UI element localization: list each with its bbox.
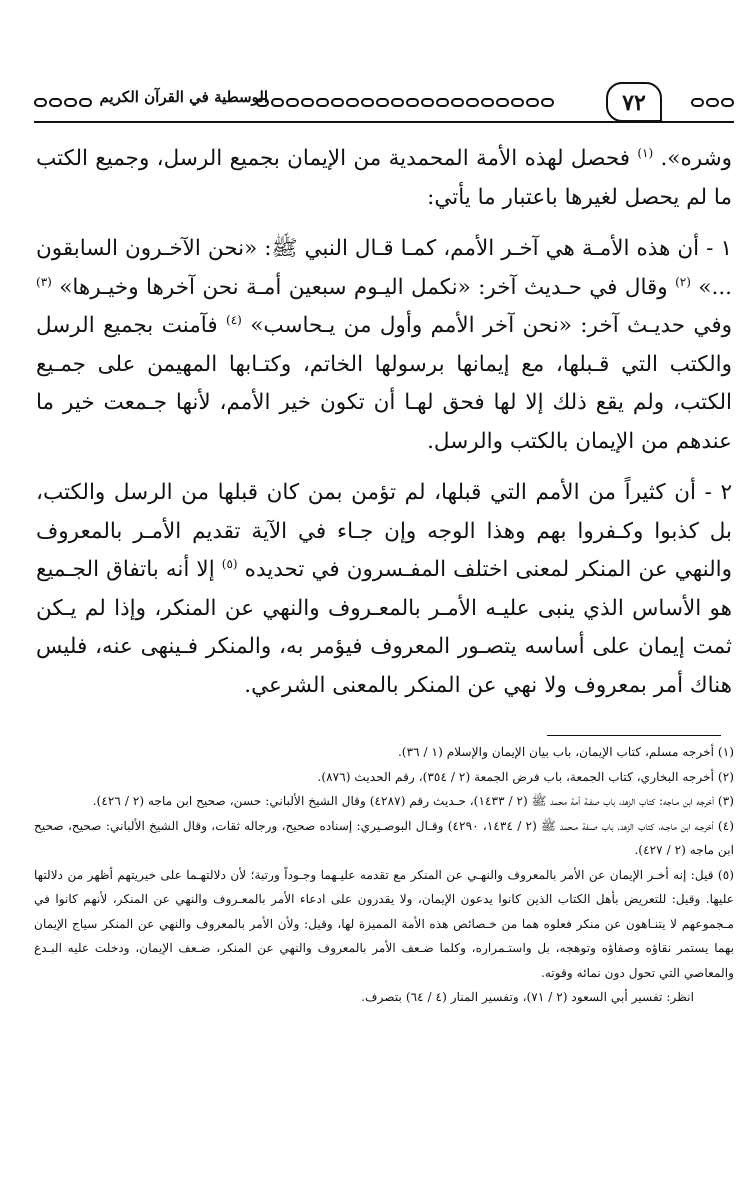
footnote-marker[interactable]: (٤)	[226, 312, 242, 327]
footnotes	[34, 740, 734, 1010]
footnote-marker[interactable]: (١)	[637, 145, 654, 160]
paragraph-2	[36, 230, 732, 461]
footnote-1: (١) أخرجه مسلم، كتاب الإيمان، باب بيان الإيمان والإسلام (١ / ٣٦).	[397, 745, 734, 759]
footnote-4: (٤) أخرجـه ابن ماجـه، كتاب الزهد، باب صـفة مـحمد ﷺ (٢ / ١٤٣٤، ٤٢٩٠) وقـال البوصـيري: إسناده صحيح، ورجاله ثقات، وقال الشيخ الألباني: صحيح، صحيح ابن ماجه (٢ / ٤٢٧).	[34, 818, 734, 857]
page-header	[34, 82, 734, 126]
footnote-3: (٣) أخرجه ابن مـاجه: كتاب الزهد، باب صفـة أمة محمد ﷺ (٢ / ١٤٣٣)، حـديث رقم (٤٢٨٧) وقال الشيخ الألباني: حسن، صحيح ابن ماجه (٢ / ٤٢٦).	[92, 794, 734, 808]
footnote-marker[interactable]: (٣)	[36, 274, 52, 289]
footnote-5: (٥) قيل: إنه أخـر الإيمان عن الأمر بالمعروف والنهـي عن المنكر مع تقدمه عليـهما وجـوداً ورتبة؛ لأن دلالتهـما على خيريتهم أظهر من دلالتها عليها. وقيل: للتعريض بأهل الكتاب الذين كانوا يدعون الإيمان، ولا يقدرون على ادعاء الأمر بالمعـروف والنهي عن المنكر، لأنهم كانوا في مـجموعهم لا يتنـاهون عن منكر فعلوه هما من خـصائص هذه الأمة المميزة لها، وقيل: ولأن الأمر بالمعروف والنهي عن المنكر سياج الإيمان بهما يستمر نقاؤه وصفاؤه وتوهجه، بل واستـمراره، وكلما ضـعف الأمر بالمعروف والنهي عن المنكر، ضـعف الإيمان، ودخلت عليه البـدع والمعاصي التي تحول دون نمائه وقوته.	[34, 867, 734, 980]
text-span: وقال في حـديث آخر: «نكمل اليـوم سبعين أمـة نحن آخرها وخيـرها»	[51, 274, 676, 300]
footnote-marker[interactable]: (٢)	[675, 274, 691, 289]
text-span: وشره».	[653, 146, 732, 171]
text-span: فآمنت بجميع الرسل والكتب التي قـبلها، مع إيمانها برسولها الخاتم، وكتـابها المهيمن على جمـيع الكتب، ولم يقع ذلك إلا لها فحق لهـا أن تكون خير الأمم، لأنها جـمعت خير ما عندهم من الإيمان بالكتب والرسل.	[36, 313, 732, 454]
text-span: إلا أنه باتفاق الجـميع هو الأساس الذي ينبى عليـه الأمـر بالمعـروف والنهي عن المنكر، وإذا لم يـكن ثمت إيمان على أساسه يتصـور المعروف فيؤمر به، والمنكر فـينهى عنه، فليس هناك أمر بمعروف ولا نهي عن المنكر بالمعنى الشرعي.	[36, 557, 732, 698]
text-span: ٢ - أن كثيراً من الأمم التي قبلها، لم تؤمن بمن كان قبلها من الرسل والكتب، بل كذبوا وكـفروا بهم وهذا الوجه وإن جـاء في الآية تقديم الأمـر بالمعروف والنهي عن المنكر لمعنى اختلف المفـسرون في تحديده	[36, 480, 732, 582]
header-ornament-left	[34, 94, 92, 110]
running-title: الوسطية في القرآن الكريم	[99, 88, 268, 106]
footnote-2: (٢) أخرجه البخاري، كتاب الجمعة، باب فرض الجمعة (٢ / ٣٥٤)، رقم الحديث (٨٧٦).	[317, 769, 734, 784]
paragraph-1	[36, 140, 732, 217]
footnote-separator	[547, 735, 721, 736]
paragraph-3	[36, 474, 732, 705]
text-span: فحصل لهذه الأمة المحمدية من الإيمان بجميع الرسل، وجميع الكتب ما لم يحصل لغيرها باعتبار ما يأتي:	[36, 146, 732, 210]
footnote-5-reference: انظر: تفسير أبي السعود (٢ / ٧١)، وتفسير المنار (٤ / ٦٤) بتصرف.	[361, 990, 694, 1004]
footnote-marker[interactable]: (٥)	[221, 556, 238, 571]
header-ornament-right	[691, 94, 734, 110]
text-span: وفي حديـث آخر: «نحن آخر الأمم وأول من يـحاسب»	[241, 313, 732, 338]
page-number: ٧٢	[606, 82, 662, 122]
text-span: ١ - أن هذه الأمـة هي آخـر الأمم، كمـا قـال النبي ﷺ: «نحن الآخـرون السابقون ...»	[36, 236, 732, 300]
main-text	[36, 140, 732, 705]
header-ornament-middle	[256, 94, 554, 110]
